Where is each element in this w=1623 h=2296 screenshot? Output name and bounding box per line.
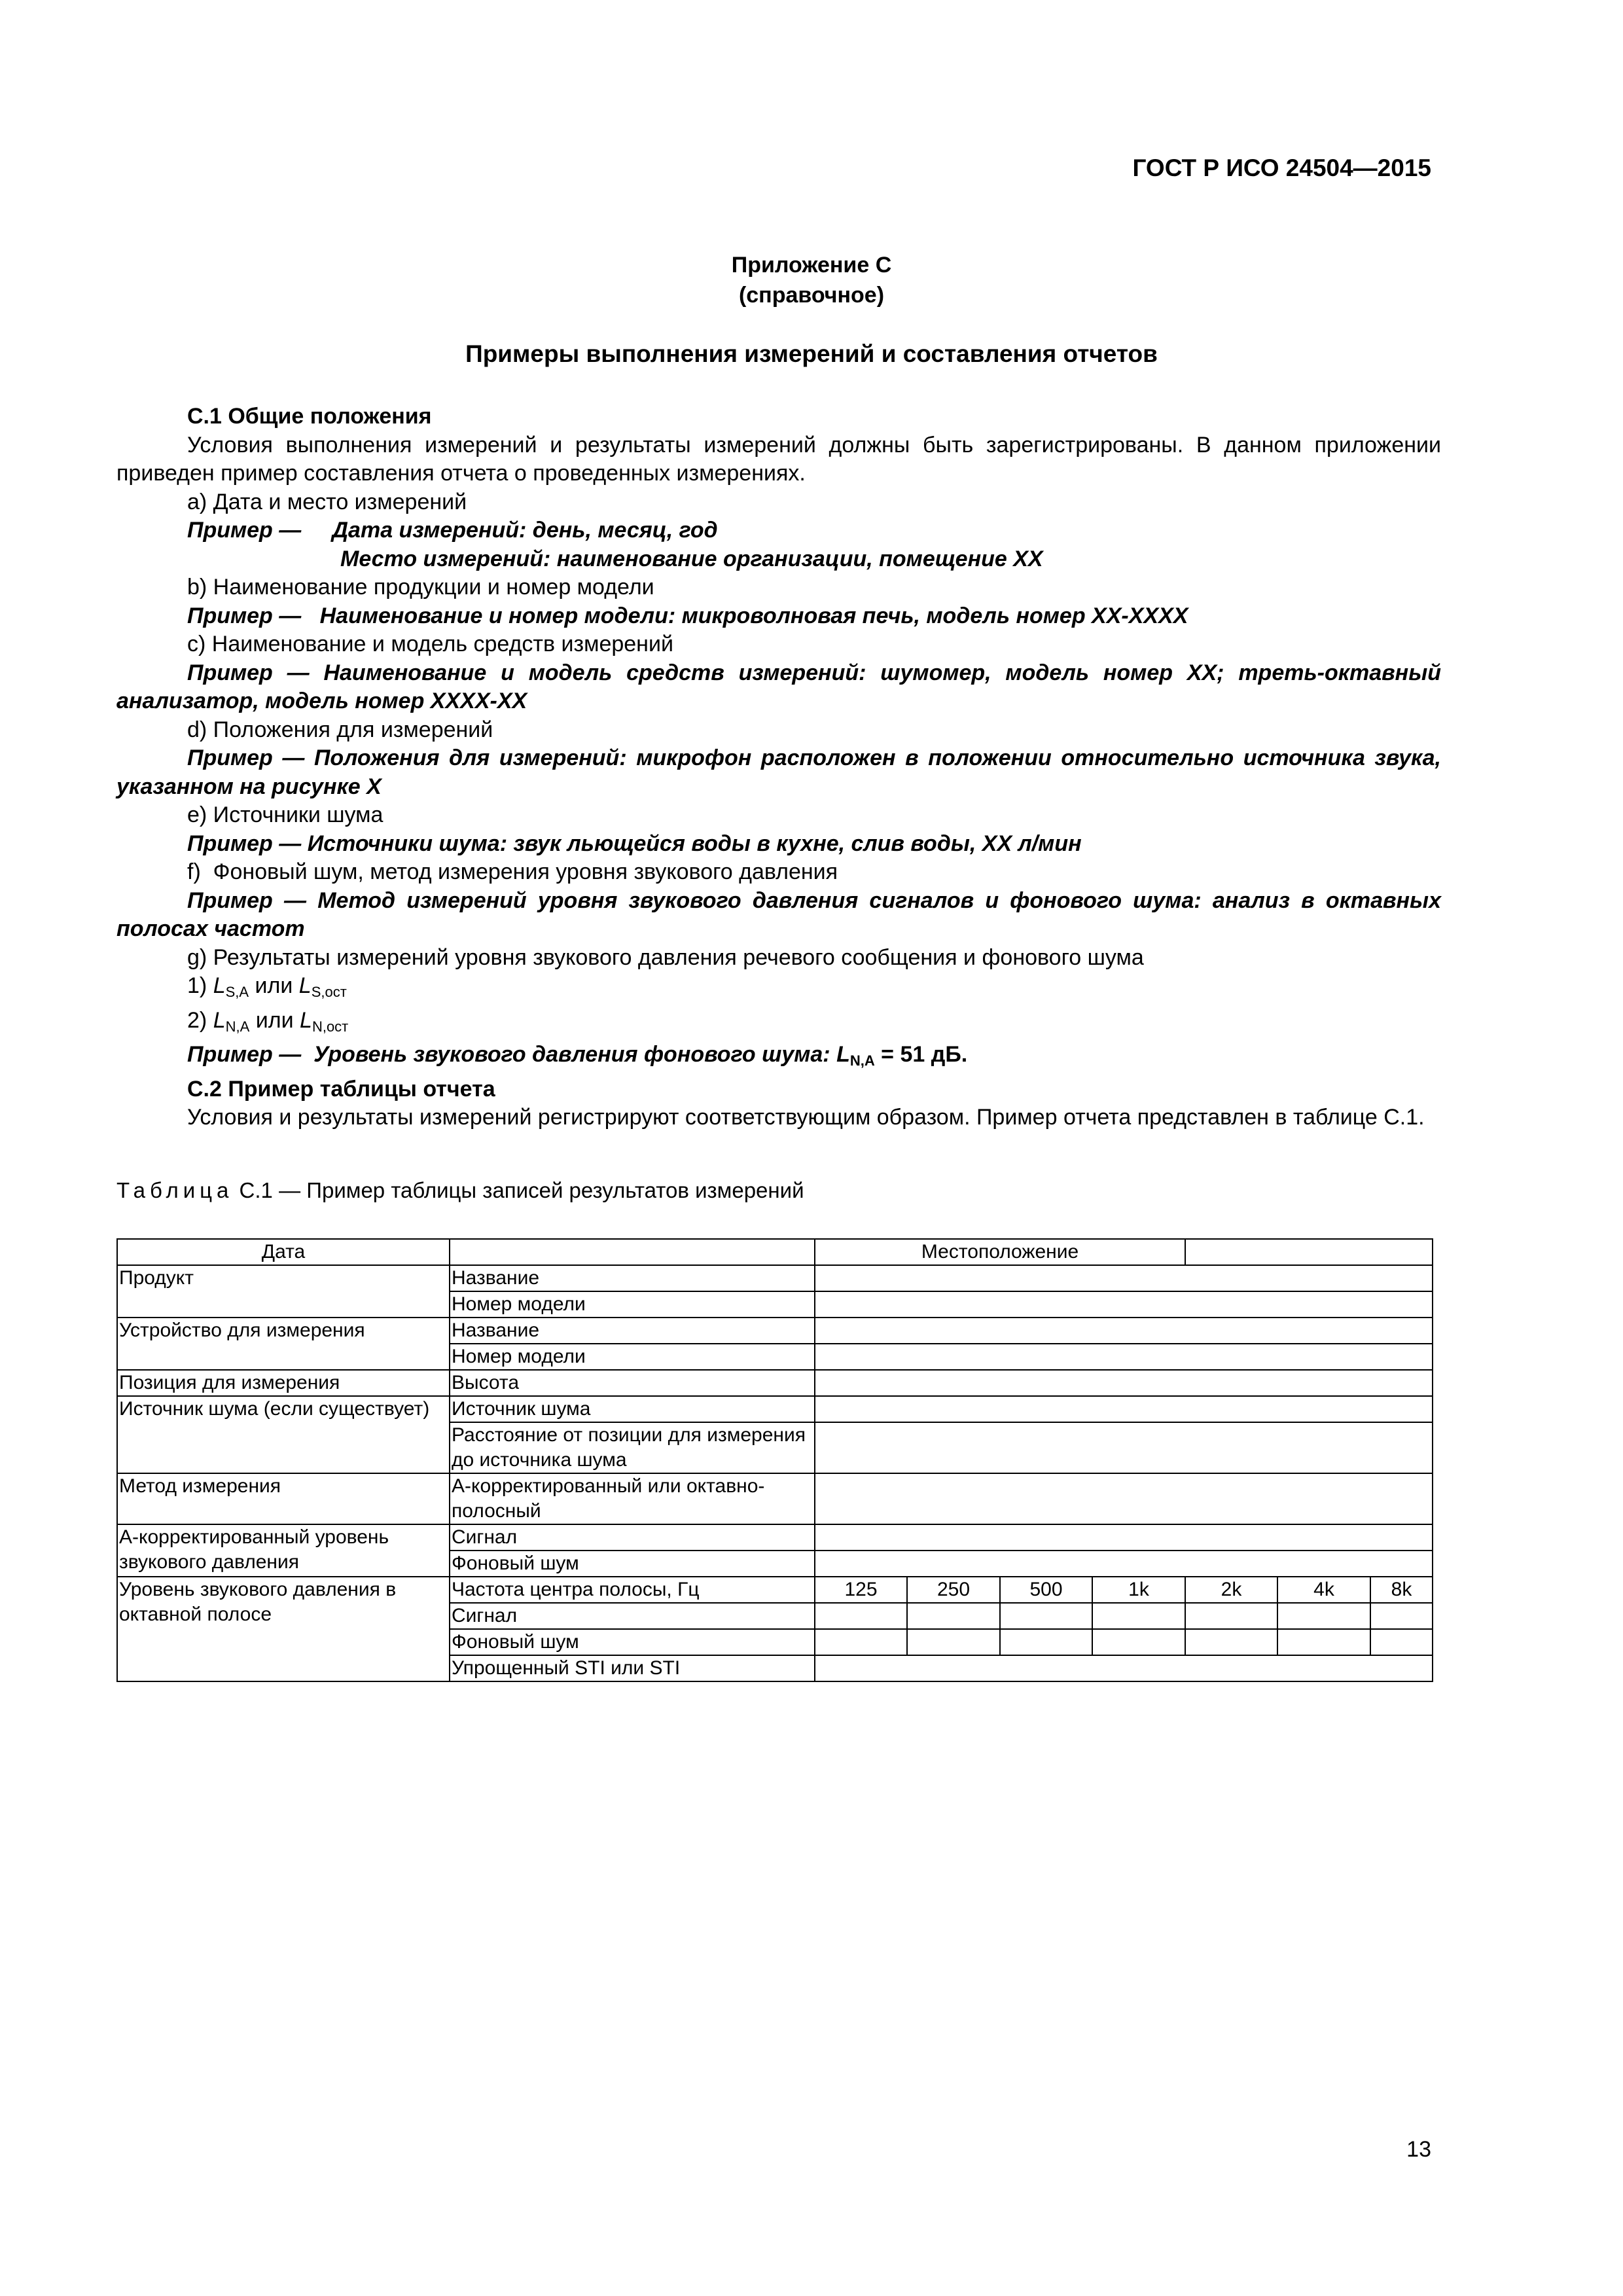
example-g bbox=[116, 1041, 1441, 1075]
item-g: g) Результаты измерений уровня звукового давления речевого сообщения и фонового шума bbox=[187, 944, 1144, 970]
octave-signal-label: Сигнал bbox=[450, 1603, 815, 1629]
example-g-value: = 51 дБ. bbox=[874, 1042, 968, 1067]
device-name-value bbox=[815, 1318, 1433, 1344]
method-value bbox=[815, 1473, 1433, 1524]
table-cell bbox=[1092, 1629, 1185, 1655]
a-background-value bbox=[815, 1551, 1433, 1577]
product-model-value bbox=[815, 1291, 1433, 1318]
table-row bbox=[117, 1577, 1433, 1603]
height-label: Высота bbox=[450, 1370, 815, 1396]
product-label: Продукт bbox=[117, 1265, 450, 1318]
paragraph-intro: Условия выполнения измерений и результаты измерений должны быть зарегистрированы. В данном приложении приведен пример составления отчета о проведенных измерениях. bbox=[116, 432, 1441, 486]
distance-label: Расстояние от позиции для измерения до источника шума bbox=[450, 1422, 815, 1473]
annex-title: Примеры выполнения измерений и составления отчетов bbox=[465, 340, 1158, 367]
item-d: d) Положения для измерений bbox=[187, 717, 493, 742]
item-a: a) Дата и место измерений bbox=[187, 489, 467, 514]
band-125: 125 bbox=[815, 1577, 907, 1603]
octave-background-label: Фоновый шум bbox=[450, 1629, 815, 1655]
example-a-date: Пример — Дата измерений: день, месяц, год bbox=[187, 518, 718, 543]
table-cell bbox=[1277, 1629, 1370, 1655]
caption-rest: C.1 — Пример таблицы записей результатов измерений bbox=[233, 1178, 804, 1202]
g1-number: 1) bbox=[187, 973, 213, 998]
band-8k: 8k bbox=[1370, 1577, 1433, 1603]
g2-or: или bbox=[249, 1007, 300, 1033]
device-model-value bbox=[815, 1344, 1433, 1370]
product-name-value bbox=[815, 1265, 1433, 1291]
device-name-label: Название bbox=[450, 1318, 815, 1344]
noise-source-label: Источник шума (если существует) bbox=[117, 1396, 450, 1473]
example-g-symbol: L bbox=[836, 1042, 850, 1067]
table-caption bbox=[116, 1178, 804, 1203]
caption-word: Таблица bbox=[116, 1178, 234, 1202]
annex-type: (справочное) bbox=[738, 283, 885, 308]
table-row bbox=[117, 1473, 1433, 1524]
table-cell bbox=[815, 1603, 907, 1629]
octave-level-label: Уровень звукового давления в октавной полосе bbox=[117, 1577, 450, 1681]
band-center-label: Частота центра полосы, Гц bbox=[450, 1577, 815, 1603]
table-row bbox=[117, 1396, 1433, 1422]
product-model-label: Номер модели bbox=[450, 1291, 815, 1318]
example-e: Пример — Источники шума: звук льющейся воды в кухне, слив воды, XX л/мин bbox=[187, 831, 1082, 856]
noise-source-value bbox=[815, 1396, 1433, 1422]
date-value bbox=[450, 1239, 815, 1265]
g2-subscript: N,A bbox=[225, 1018, 250, 1035]
table-cell bbox=[1370, 1629, 1433, 1655]
distance-value bbox=[815, 1422, 1433, 1473]
item-f: f) Фоновый шум, метод измерения уровня звукового давления bbox=[187, 859, 838, 884]
table-row bbox=[117, 1239, 1433, 1265]
table-row bbox=[117, 1370, 1433, 1396]
table-cell bbox=[1185, 1603, 1277, 1629]
item-b: b) Наименование продукции и номер модели bbox=[187, 575, 654, 600]
sti-value bbox=[815, 1655, 1433, 1681]
item-g1 bbox=[116, 972, 1441, 1007]
annex-label: Приложение C bbox=[731, 253, 892, 278]
section-heading-c1: C.1 Общие положения bbox=[187, 404, 432, 429]
item-c: c) Наименование и модель средств измерений bbox=[187, 632, 673, 656]
g2-number: 2) bbox=[187, 1007, 213, 1033]
example-d: Пример — Положения для измерений: микрофон расположен в положении относительно источника звука, указанном на рисунке X bbox=[116, 745, 1441, 799]
table-cell bbox=[815, 1629, 907, 1655]
item-e: e) Источники шума bbox=[187, 802, 383, 827]
a-signal-label: Сигнал bbox=[450, 1524, 815, 1551]
example-b: Пример — Наименование и номер модели: микроволновая печь, модель номер XX-XXXX bbox=[187, 603, 1188, 628]
table-row bbox=[117, 1524, 1433, 1551]
method-type-label: A-корректированный или октавно-полосный bbox=[450, 1473, 815, 1524]
example-g-subscript: N,A bbox=[849, 1052, 875, 1069]
product-name-label: Название bbox=[450, 1265, 815, 1291]
g1-symbol-2: L bbox=[298, 973, 312, 998]
item-g2 bbox=[116, 1007, 1441, 1041]
body-text bbox=[116, 403, 1441, 1132]
table-cell bbox=[1000, 1603, 1092, 1629]
band-2k: 2k bbox=[1185, 1577, 1277, 1603]
table-row bbox=[117, 1265, 1433, 1291]
table-cell bbox=[907, 1603, 1000, 1629]
noise-source-field-label: Источник шума bbox=[450, 1396, 815, 1422]
page-number: 13 bbox=[1406, 2137, 1431, 2162]
example-g-text: Пример — Уровень звукового давления фонового шума: bbox=[187, 1042, 837, 1067]
g2-symbol: L bbox=[213, 1007, 226, 1033]
table-cell bbox=[1185, 1629, 1277, 1655]
annex-heading bbox=[0, 250, 1623, 310]
band-4k: 4k bbox=[1277, 1577, 1370, 1603]
sti-label: Упрощенный STI или STI bbox=[450, 1655, 815, 1681]
g1-subscript-2: S,ост bbox=[311, 984, 347, 1000]
example-a-place: Место измерений: наименование организации, помещение ХХ bbox=[340, 546, 1043, 571]
height-value bbox=[815, 1370, 1433, 1396]
location-header: Местоположение bbox=[815, 1239, 1185, 1265]
section-heading-c2: C.2 Пример таблицы отчета bbox=[187, 1076, 495, 1102]
a-background-label: Фоновый шум bbox=[450, 1551, 815, 1577]
band-1k: 1k bbox=[1092, 1577, 1185, 1603]
device-model-label: Номер модели bbox=[450, 1344, 815, 1370]
device-label: Устройство для измерения bbox=[117, 1318, 450, 1370]
g2-symbol-2: L bbox=[300, 1007, 312, 1033]
table-row bbox=[117, 1318, 1433, 1344]
date-header: Дата bbox=[117, 1239, 450, 1265]
paragraph-c2: Условия и результаты измерений регистрируют соответствующим образом. Пример отчета представлен в таблице C.1. bbox=[187, 1105, 1425, 1130]
table-cell bbox=[1277, 1603, 1370, 1629]
a-level-label: A-корректированный уровень звукового давления bbox=[117, 1524, 450, 1577]
a-signal-value bbox=[815, 1524, 1433, 1551]
location-value bbox=[1185, 1239, 1433, 1265]
table-cell bbox=[1000, 1629, 1092, 1655]
g1-symbol: L bbox=[213, 973, 226, 998]
table-cell bbox=[1092, 1603, 1185, 1629]
g1-subscript: S,A bbox=[225, 984, 249, 1000]
g1-or: или bbox=[249, 973, 299, 998]
document-code: ГОСТ Р ИСО 24504—2015 bbox=[1132, 154, 1431, 181]
band-250: 250 bbox=[907, 1577, 1000, 1603]
example-f: Пример — Метод измерений уровня звукового давления сигналов и фонового шума: анализ в октавных полосах частот bbox=[116, 888, 1441, 941]
table-cell bbox=[1370, 1603, 1433, 1629]
report-table-wrapper bbox=[116, 1238, 1432, 1682]
table-cell bbox=[907, 1629, 1000, 1655]
method-label: Метод измерения bbox=[117, 1473, 450, 1524]
example-c: Пример — Наименование и модель средств измерений: шумомер, модель номер XX; треть-октавный анализатор, модель номер XXXX-XX bbox=[116, 660, 1441, 713]
g2-subscript-2: N,ост bbox=[312, 1018, 349, 1035]
band-500: 500 bbox=[1000, 1577, 1092, 1603]
report-table bbox=[116, 1238, 1433, 1682]
position-label: Позиция для измерения bbox=[117, 1370, 450, 1396]
